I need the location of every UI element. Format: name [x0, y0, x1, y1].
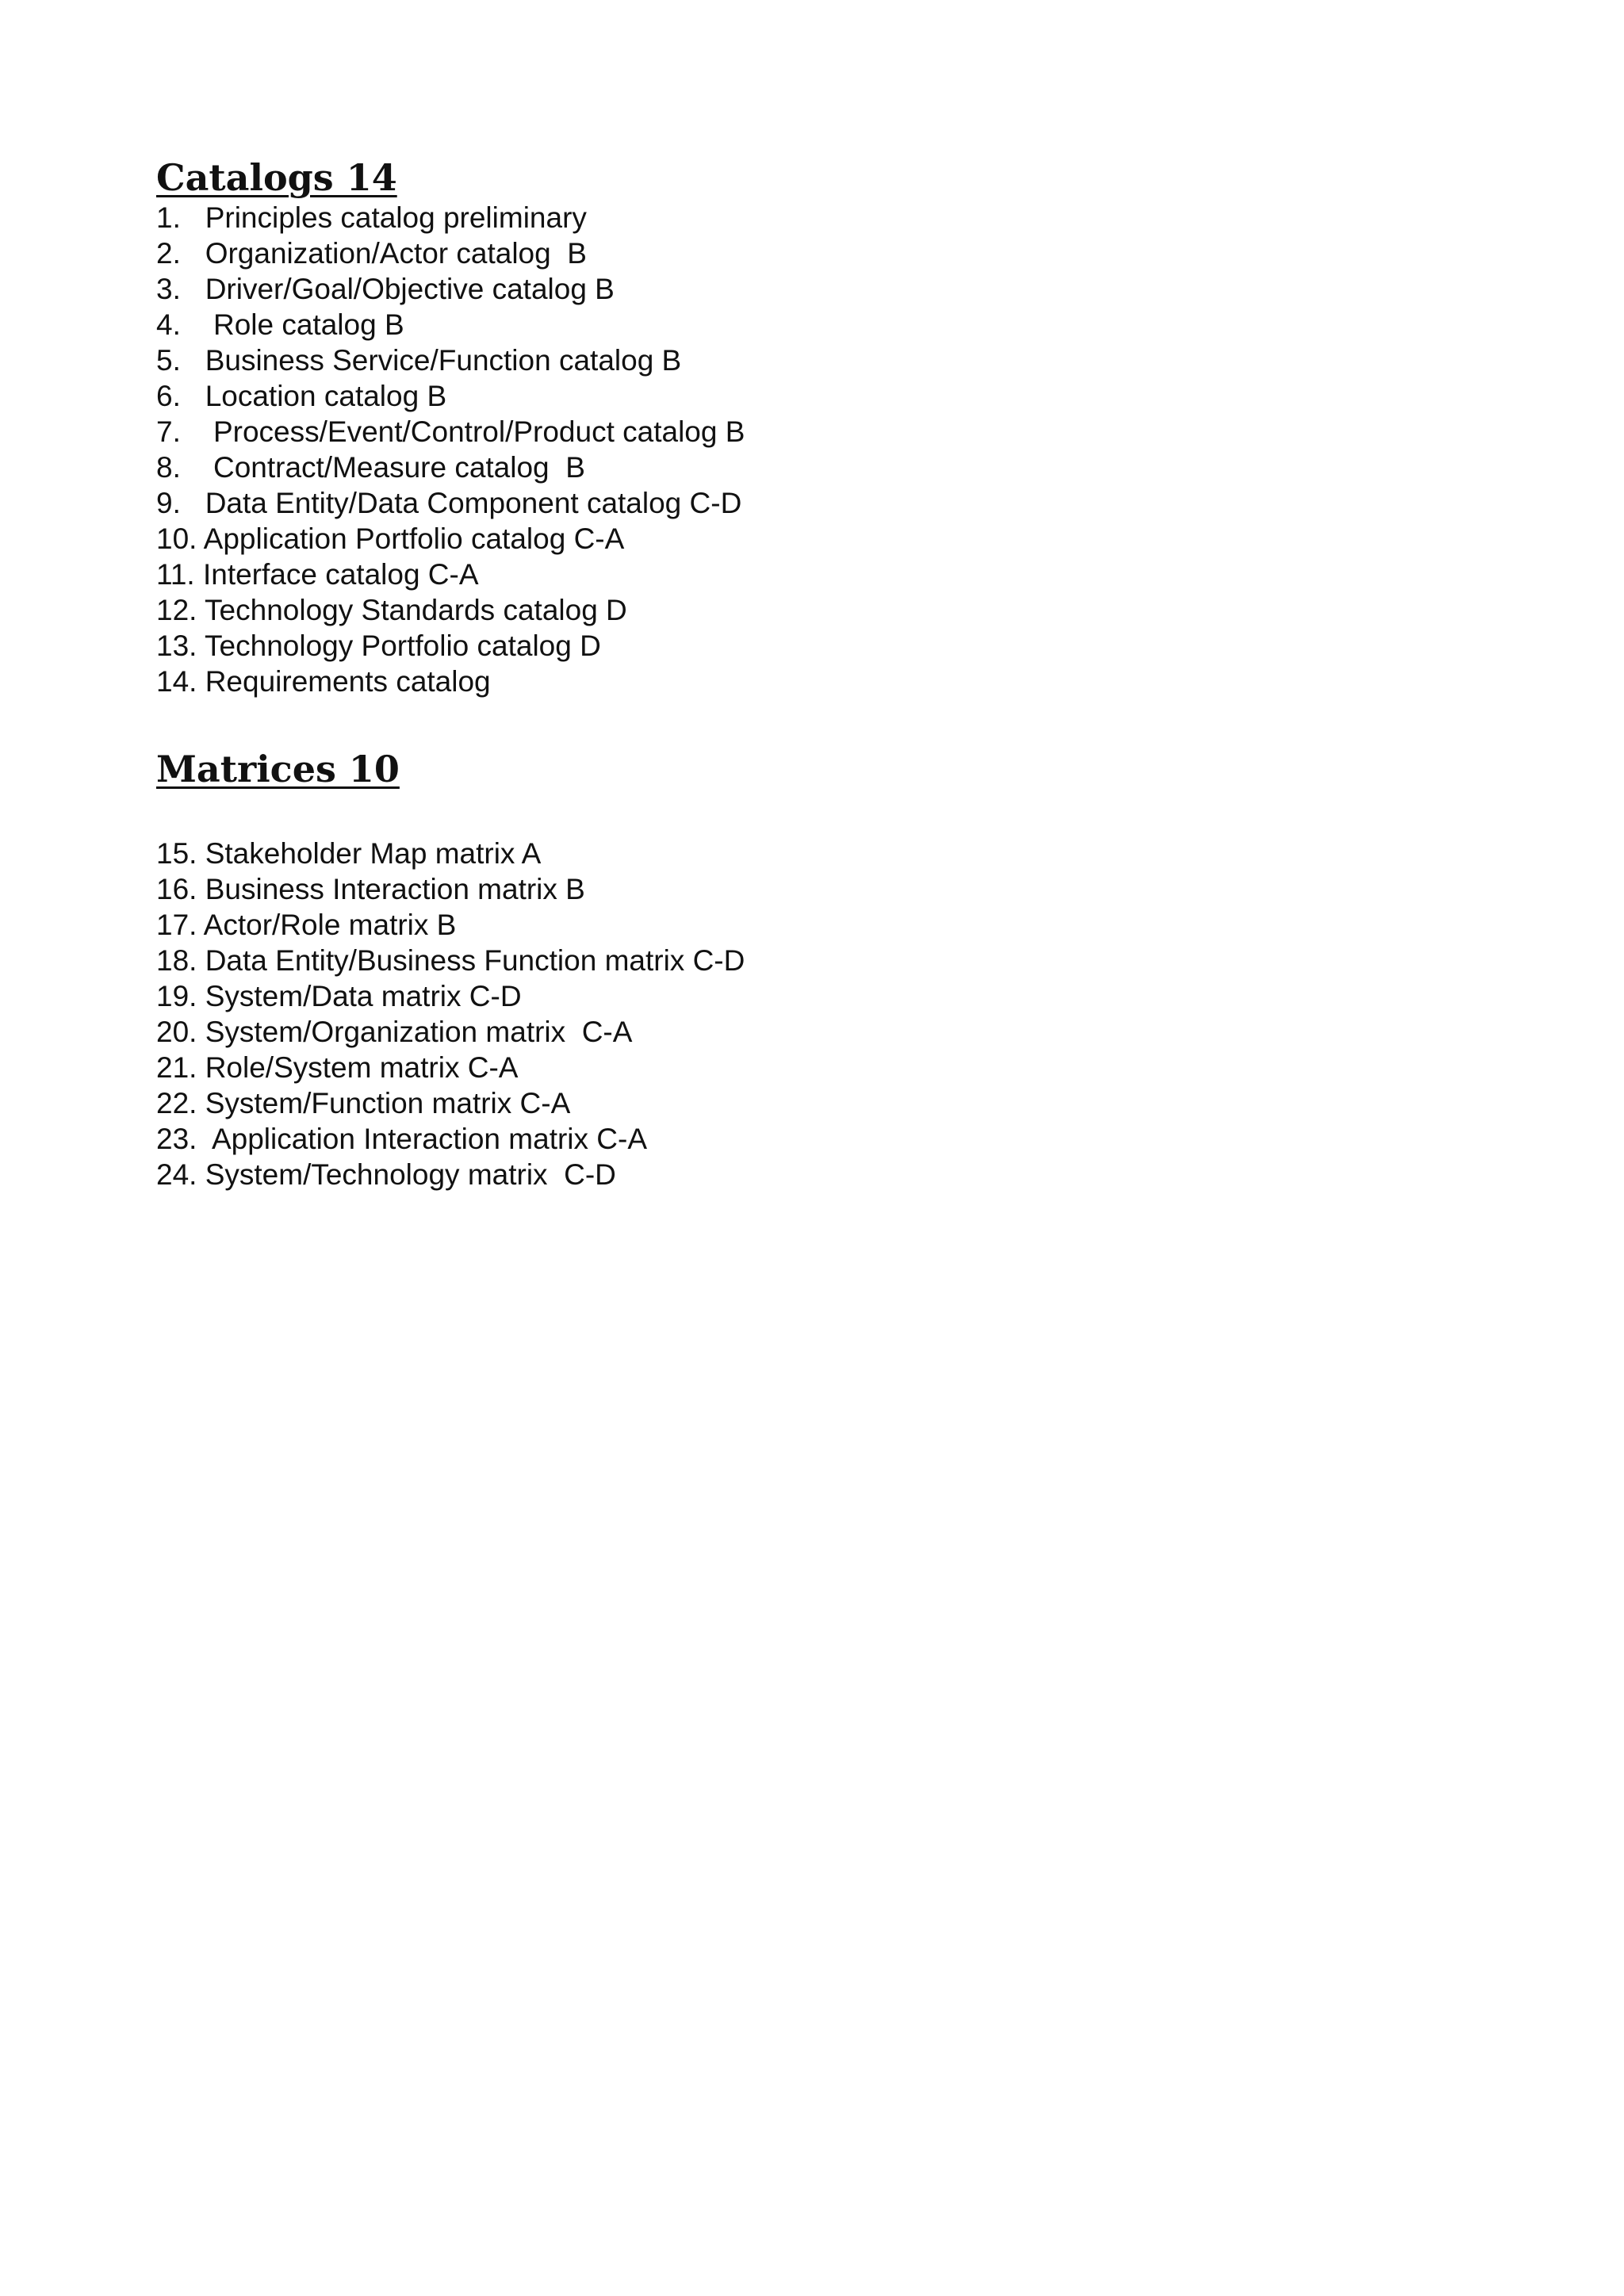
list-item: 20. System/Organization matrix C-A: [156, 1016, 633, 1048]
list-item: 15. Stakeholder Map matrix A: [156, 837, 542, 870]
list-item: 23. Application Interaction matrix C-A: [156, 1123, 648, 1155]
matrices-section: [156, 747, 745, 1192]
list-item: 11. Interface catalog C-A: [156, 558, 479, 591]
catalogs-heading: Catalogs 14: [156, 156, 397, 199]
catalogs-section: [156, 155, 745, 699]
list-item: 4. Role catalog B: [156, 308, 404, 341]
list-item: 9. Data Entity/Data Component catalog C-D: [156, 487, 742, 519]
list-item: 2. Organization/Actor catalog B: [156, 237, 587, 270]
matrices-heading: Matrices 10: [156, 748, 400, 790]
catalogs-list: [156, 200, 745, 699]
list-item: 13. Technology Portfolio catalog D: [156, 629, 601, 662]
list-item: 3. Driver/Goal/Objective catalog B: [156, 273, 615, 305]
list-item: 16. Business Interaction matrix B: [156, 873, 585, 905]
list-item: 19. System/Data matrix C-D: [156, 980, 522, 1012]
list-item: 10. Application Portfolio catalog C-A: [156, 522, 625, 555]
list-item: 22. System/Function matrix C-A: [156, 1087, 571, 1119]
list-item: 12. Technology Standards catalog D: [156, 594, 627, 626]
list-item: 17. Actor/Role matrix B: [156, 909, 457, 941]
list-item: 14. Requirements catalog: [156, 665, 491, 698]
list-item: 18. Data Entity/Business Function matrix C-D: [156, 944, 745, 977]
list-item: 8. Contract/Measure catalog B: [156, 451, 585, 484]
list-item: 1. Principles catalog preliminary: [156, 201, 587, 234]
list-item: 24. System/Technology matrix C-D: [156, 1158, 616, 1191]
list-item: 21. Role/System matrix C-A: [156, 1051, 519, 1084]
list-item: 7. Process/Event/Control/Product catalog B: [156, 415, 745, 448]
matrices-list: [156, 836, 745, 1192]
list-item: 5. Business Service/Function catalog B: [156, 344, 682, 377]
list-item: 6. Location catalog B: [156, 380, 447, 412]
